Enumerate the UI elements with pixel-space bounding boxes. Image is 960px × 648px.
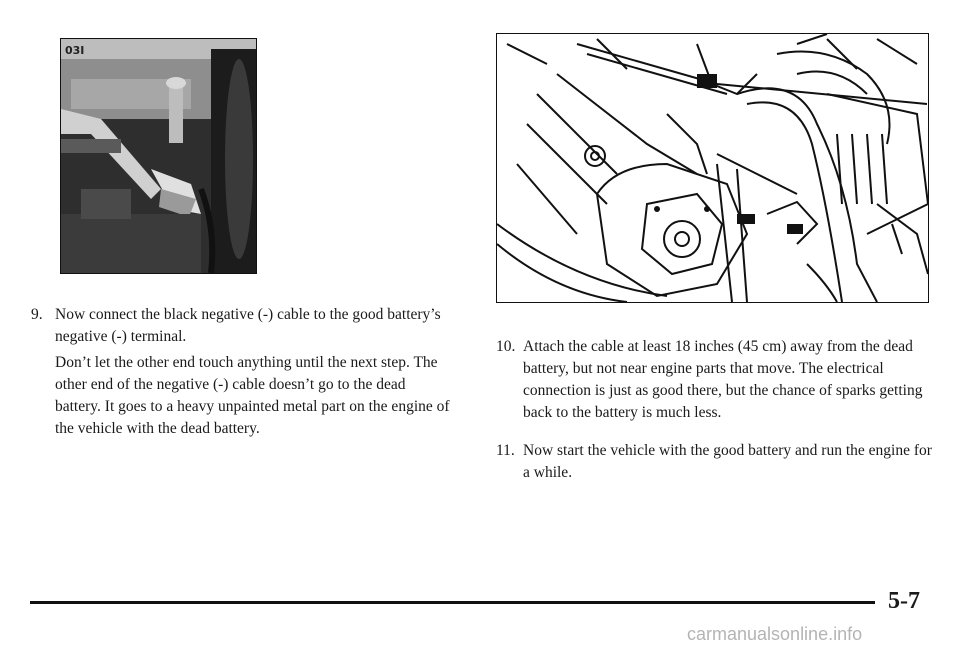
engine-illustration [496,33,929,303]
step-number: 11. [496,442,515,459]
battery-photo [60,38,257,274]
step-text: Attach the cable at least 18 inches (45 cm) away from the dead battery, but not near engine parts that move. The electrical connection is just as good there, but the chance of sparks getting back to the battery is much less. [523,338,923,421]
watermark-text: carmanualsonline.info [687,624,863,644]
step-9-paragraph: Don’t let the other end touch anything until the next step. The other end of the negative (-) cable doesn’t go to the dead battery. It goes to a heavy unpainted metal part on the engine of the vehicle with the dead battery. [55,354,450,437]
step-text: Now start the vehicle with the good battery and run the engine for a while. [523,442,932,481]
engine-illustration-graphic [497,34,928,302]
step-text: Now connect the black negative (-) cable to the good battery’s negative (-) terminal. [55,306,441,345]
battery-photo-graphic [61,39,256,273]
page-number: 5-7 [888,588,920,614]
step-number: 10. [496,338,516,355]
footer-rule [30,601,875,604]
battery-label-text: 03I [65,44,85,57]
step-number: 9. [31,306,43,323]
